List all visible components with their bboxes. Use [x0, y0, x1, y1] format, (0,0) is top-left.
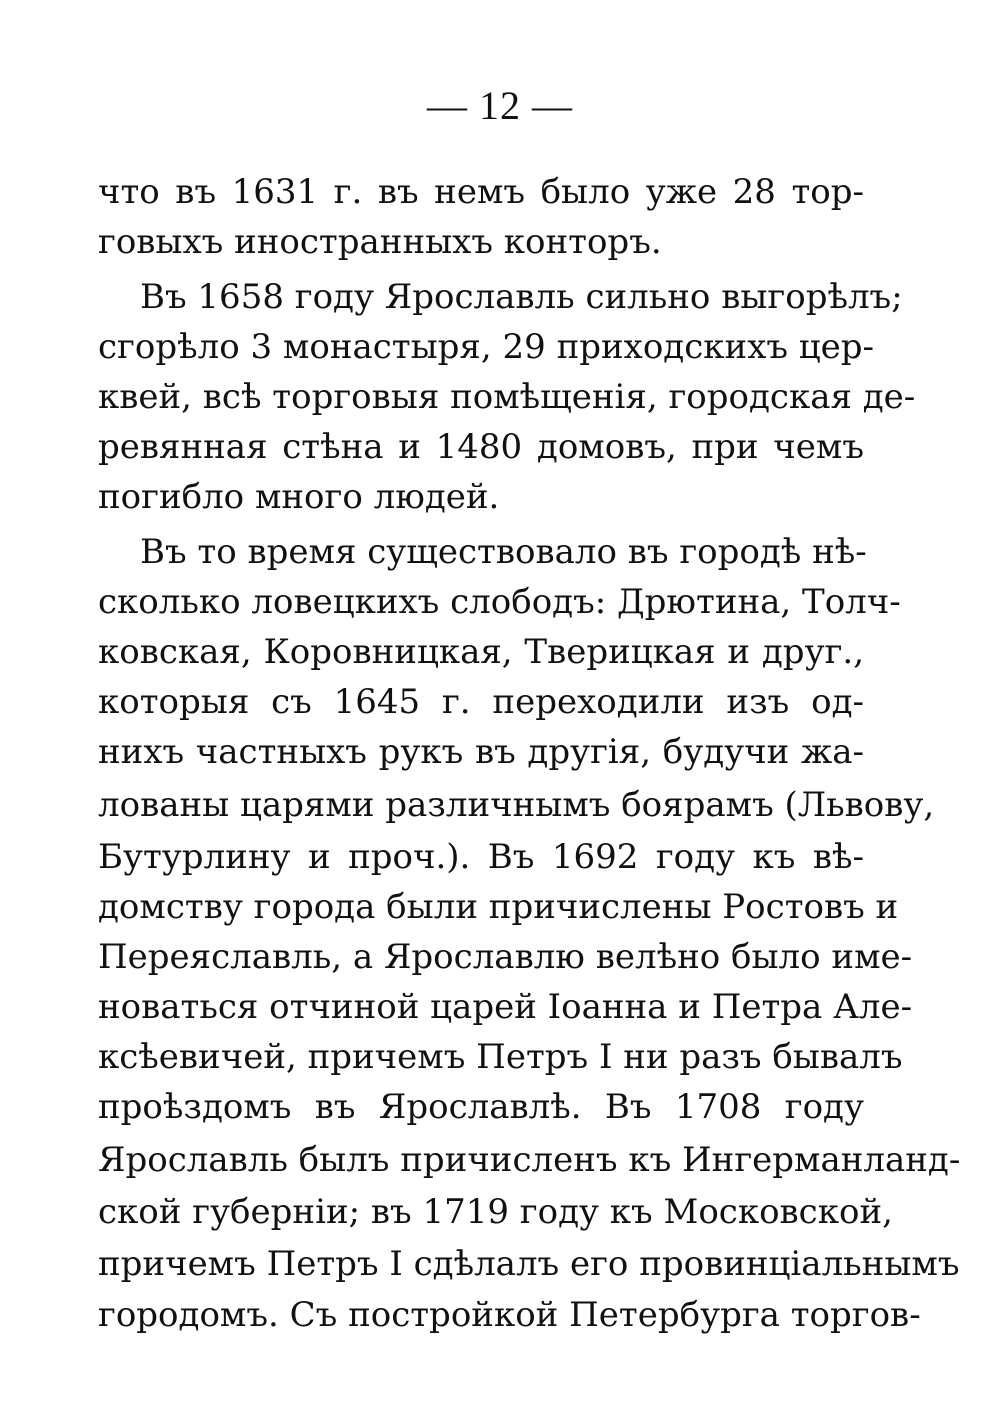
text-line: что въ 1631 г. въ немъ было уже 28 тор- [98, 172, 864, 212]
text-line: Въ то время существовало въ городѣ нѣ- [140, 532, 867, 572]
text-line: причемъ Петръ I сдѣлалъ его провинціальнымъ [98, 1244, 960, 1284]
text-line: сгорѣло 3 монастыря, 29 приходскихъ цер- [98, 327, 875, 367]
text-line: ской губерніи; въ 1719 году къ Московской, [98, 1192, 893, 1232]
text-line: Переяславль, а Ярославлю велѣно было име- [98, 937, 913, 977]
text-line: проѣздомъ въ Ярославлѣ. Въ 1708 году [98, 1087, 864, 1127]
text-line: которыя съ 1645 г. переходили изъ од- [98, 682, 864, 722]
text-line: погибло много людей. [98, 477, 500, 517]
text-line: квей, всѣ торговыя помѣщенія, городская де- [98, 377, 916, 417]
text-line: Въ 1658 году Ярославль сильно выгорѣлъ; [140, 277, 903, 317]
text-line: сколько ловецкихъ слободъ: Дрютина, Толч- [98, 582, 901, 622]
text-line: ковская, Коровницкая, Тверицкая и друг., [98, 632, 864, 672]
text-line: домству города были причислены Ростовъ и [98, 887, 899, 927]
text-line: новаться отчиной царей Іоанна и Петра Але- [98, 987, 913, 1027]
text-line: ревянная стѣна и 1480 домовъ, при чемъ [98, 427, 864, 467]
page-number: — 12 — [427, 83, 573, 128]
text-line: городомъ. Съ постройкой Петербурга торгов- [98, 1295, 921, 1335]
text-line: лованы царями различнымъ боярамъ (Львову, [98, 785, 935, 825]
text-line: Бутурлину и проч.). Въ 1692 году къ вѣ- [98, 837, 864, 877]
text-line: Ярославль былъ причисленъ къ Ингерманланд- [98, 1140, 961, 1180]
text-line: говыхъ иностранныхъ конторъ. [98, 222, 662, 262]
text-line: ксѣевичей, причемъ Петръ I ни разъ бывалъ [98, 1037, 903, 1077]
text-line: нихъ частныхъ рукъ въ другія, будучи жа- [98, 732, 864, 772]
